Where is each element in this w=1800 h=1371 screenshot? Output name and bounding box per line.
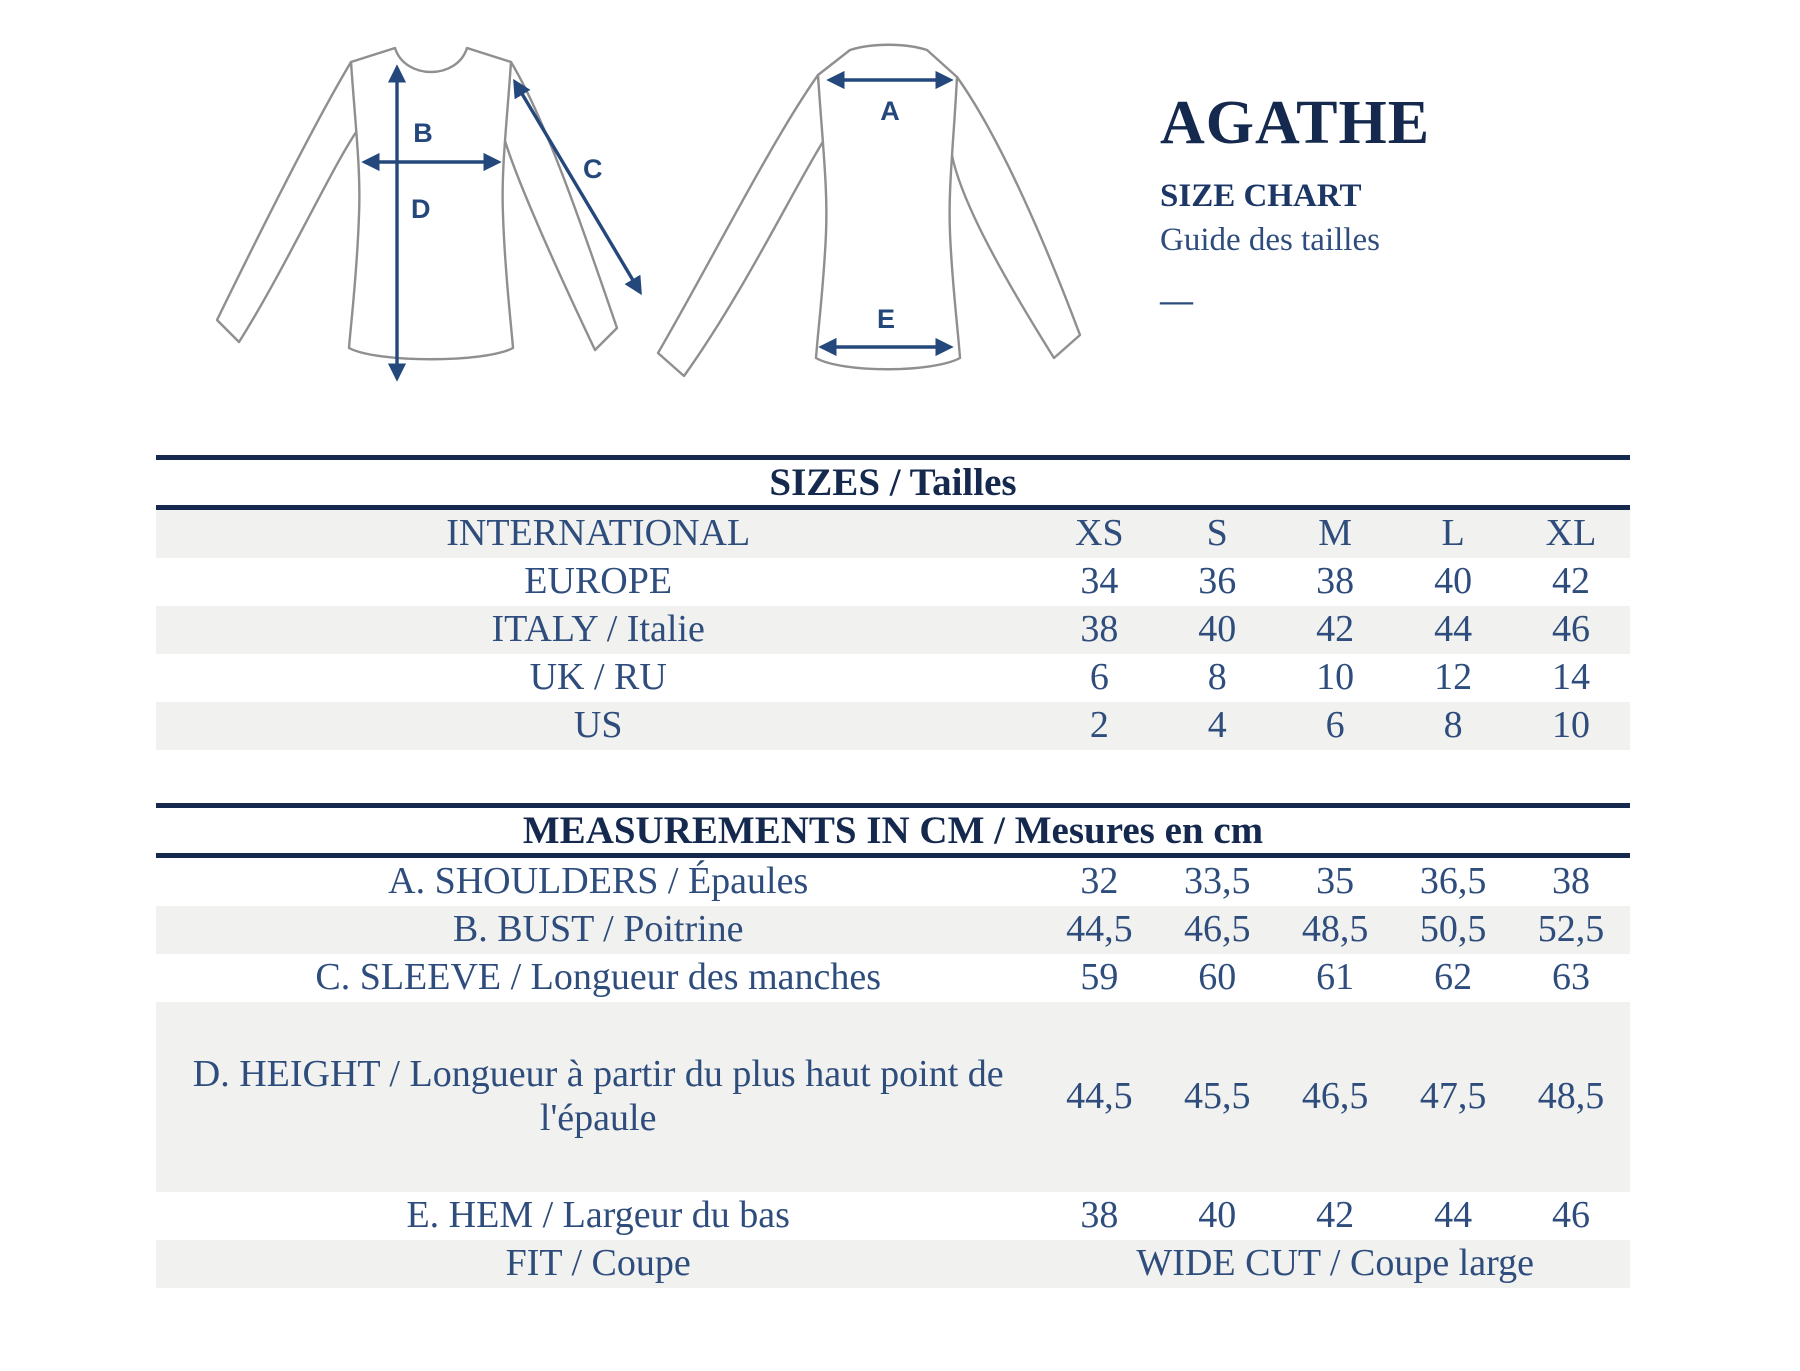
cell-value: 44,5 xyxy=(1066,908,1133,951)
cell-value: 48,5 xyxy=(1301,908,1369,951)
cell-value: M xyxy=(1318,512,1353,555)
row-label: E. HEM / Largeur du bas xyxy=(406,1194,790,1237)
garment-back-diagram xyxy=(572,28,1092,388)
row-label: US xyxy=(573,704,623,747)
cell-value: 10 xyxy=(1551,704,1590,747)
title-block xyxy=(1160,89,1431,319)
measurements-table xyxy=(156,803,1630,1288)
cell-value: 42 xyxy=(1316,1194,1355,1237)
table-row xyxy=(156,906,1630,954)
cell-value-span: WIDE CUT / Coupe large xyxy=(1136,1242,1534,1285)
cell-value: 44,5 xyxy=(1066,1075,1133,1118)
size-chart-heading: SIZE CHART xyxy=(1160,178,1362,214)
cell-value: 50,5 xyxy=(1419,908,1487,951)
cell-value: 36,5 xyxy=(1419,860,1487,903)
cell-value: XS xyxy=(1075,512,1124,555)
cell-value: 63 xyxy=(1551,956,1590,999)
cell-value: 6 xyxy=(1325,704,1345,747)
measurement-label-d: D xyxy=(411,194,431,224)
cell-value: 14 xyxy=(1551,656,1590,699)
row-label: FIT / Coupe xyxy=(505,1242,691,1285)
table-row xyxy=(156,654,1630,702)
cell-value: 8 xyxy=(1207,656,1227,699)
table-row xyxy=(156,954,1630,1002)
cell-value: 59 xyxy=(1080,956,1119,999)
tables-section xyxy=(156,455,1630,1288)
table-row xyxy=(156,1192,1630,1240)
cell-value: 46 xyxy=(1551,1194,1590,1237)
cell-value: 62 xyxy=(1434,956,1473,999)
cell-value: 60 xyxy=(1198,956,1237,999)
table-row xyxy=(156,510,1630,558)
cell-value: 35 xyxy=(1316,860,1355,903)
cell-value: 33,5 xyxy=(1184,860,1251,903)
cell-value: 12 xyxy=(1434,656,1473,699)
cell-value: S xyxy=(1206,512,1228,555)
measurement-label-b: B xyxy=(413,118,433,148)
cell-value: 47,5 xyxy=(1419,1075,1487,1118)
back-right-sleeve xyxy=(950,77,1080,358)
row-label: C. SLEEVE / Longueur des manches xyxy=(315,956,882,999)
cell-value: 46 xyxy=(1551,608,1590,651)
sizes-table-body xyxy=(156,510,1630,750)
cell-value: 46,5 xyxy=(1301,1075,1369,1118)
cell-value: XL xyxy=(1545,512,1597,555)
sizes-table xyxy=(156,455,1630,750)
cell-value: 6 xyxy=(1089,656,1109,699)
cell-value: 38 xyxy=(1316,560,1355,603)
cell-value: 46,5 xyxy=(1184,908,1251,951)
cell-value: 45,5 xyxy=(1184,1075,1251,1118)
row-label: INTERNATIONAL xyxy=(446,512,751,555)
size-chart-heading-fr: Guide des tailles xyxy=(1160,222,1380,259)
measurement-label-e: E xyxy=(876,304,896,334)
front-left-sleeve xyxy=(217,62,361,342)
measurements-table-body xyxy=(156,858,1630,1288)
header-section xyxy=(0,0,1800,455)
row-label: A. SHOULDERS / Épaules xyxy=(388,860,809,903)
table-row xyxy=(156,702,1630,750)
table-row xyxy=(156,1240,1630,1288)
cell-value: 42 xyxy=(1551,560,1590,603)
cell-value: 4 xyxy=(1207,704,1227,747)
cell-value: 32 xyxy=(1080,860,1119,903)
cell-value: 38 xyxy=(1080,1194,1119,1237)
cell-value: 48,5 xyxy=(1537,1075,1605,1118)
back-left-sleeve xyxy=(658,75,824,376)
cell-value: L xyxy=(1441,512,1465,555)
row-label: UK / RU xyxy=(529,656,667,699)
cell-value: 61 xyxy=(1316,956,1355,999)
product-title: AGATHE xyxy=(1160,89,1431,157)
row-label: EUROPE xyxy=(524,560,673,603)
row-label: D. HEIGHT / Longueur à partir du plus haut point de l'épaule xyxy=(192,1053,1004,1139)
cell-value: 34 xyxy=(1080,560,1119,603)
cell-value: 38 xyxy=(1080,608,1119,651)
cell-value: 36 xyxy=(1198,560,1237,603)
divider-dash: — xyxy=(1160,282,1193,319)
cell-value: 38 xyxy=(1551,860,1590,903)
cell-value: 40 xyxy=(1198,608,1237,651)
measurement-label-a: A xyxy=(880,96,900,126)
row-label: B. BUST / Poitrine xyxy=(452,908,744,951)
tables-gap xyxy=(156,750,1630,803)
cell-value: 10 xyxy=(1316,656,1355,699)
sizes-table-title: SIZES / Tailles xyxy=(769,461,1017,504)
table-row xyxy=(156,1002,1630,1192)
cell-value: 40 xyxy=(1198,1194,1237,1237)
cell-value: 44 xyxy=(1434,1194,1473,1237)
front-torso xyxy=(349,48,513,359)
table-row xyxy=(156,606,1630,654)
table-row xyxy=(156,858,1630,906)
cell-value: 8 xyxy=(1443,704,1463,747)
cell-value: 44 xyxy=(1434,608,1473,651)
row-label: ITALY / Italie xyxy=(491,608,705,651)
cell-value: 2 xyxy=(1089,704,1109,747)
cell-value: 52,5 xyxy=(1537,908,1605,951)
cell-value: 40 xyxy=(1434,560,1473,603)
measurements-table-title: MEASUREMENTS IN CM / Mesures en cm xyxy=(522,809,1264,852)
measurement-label-c: C xyxy=(583,154,603,184)
table-row xyxy=(156,558,1630,606)
cell-value: 42 xyxy=(1316,608,1355,651)
